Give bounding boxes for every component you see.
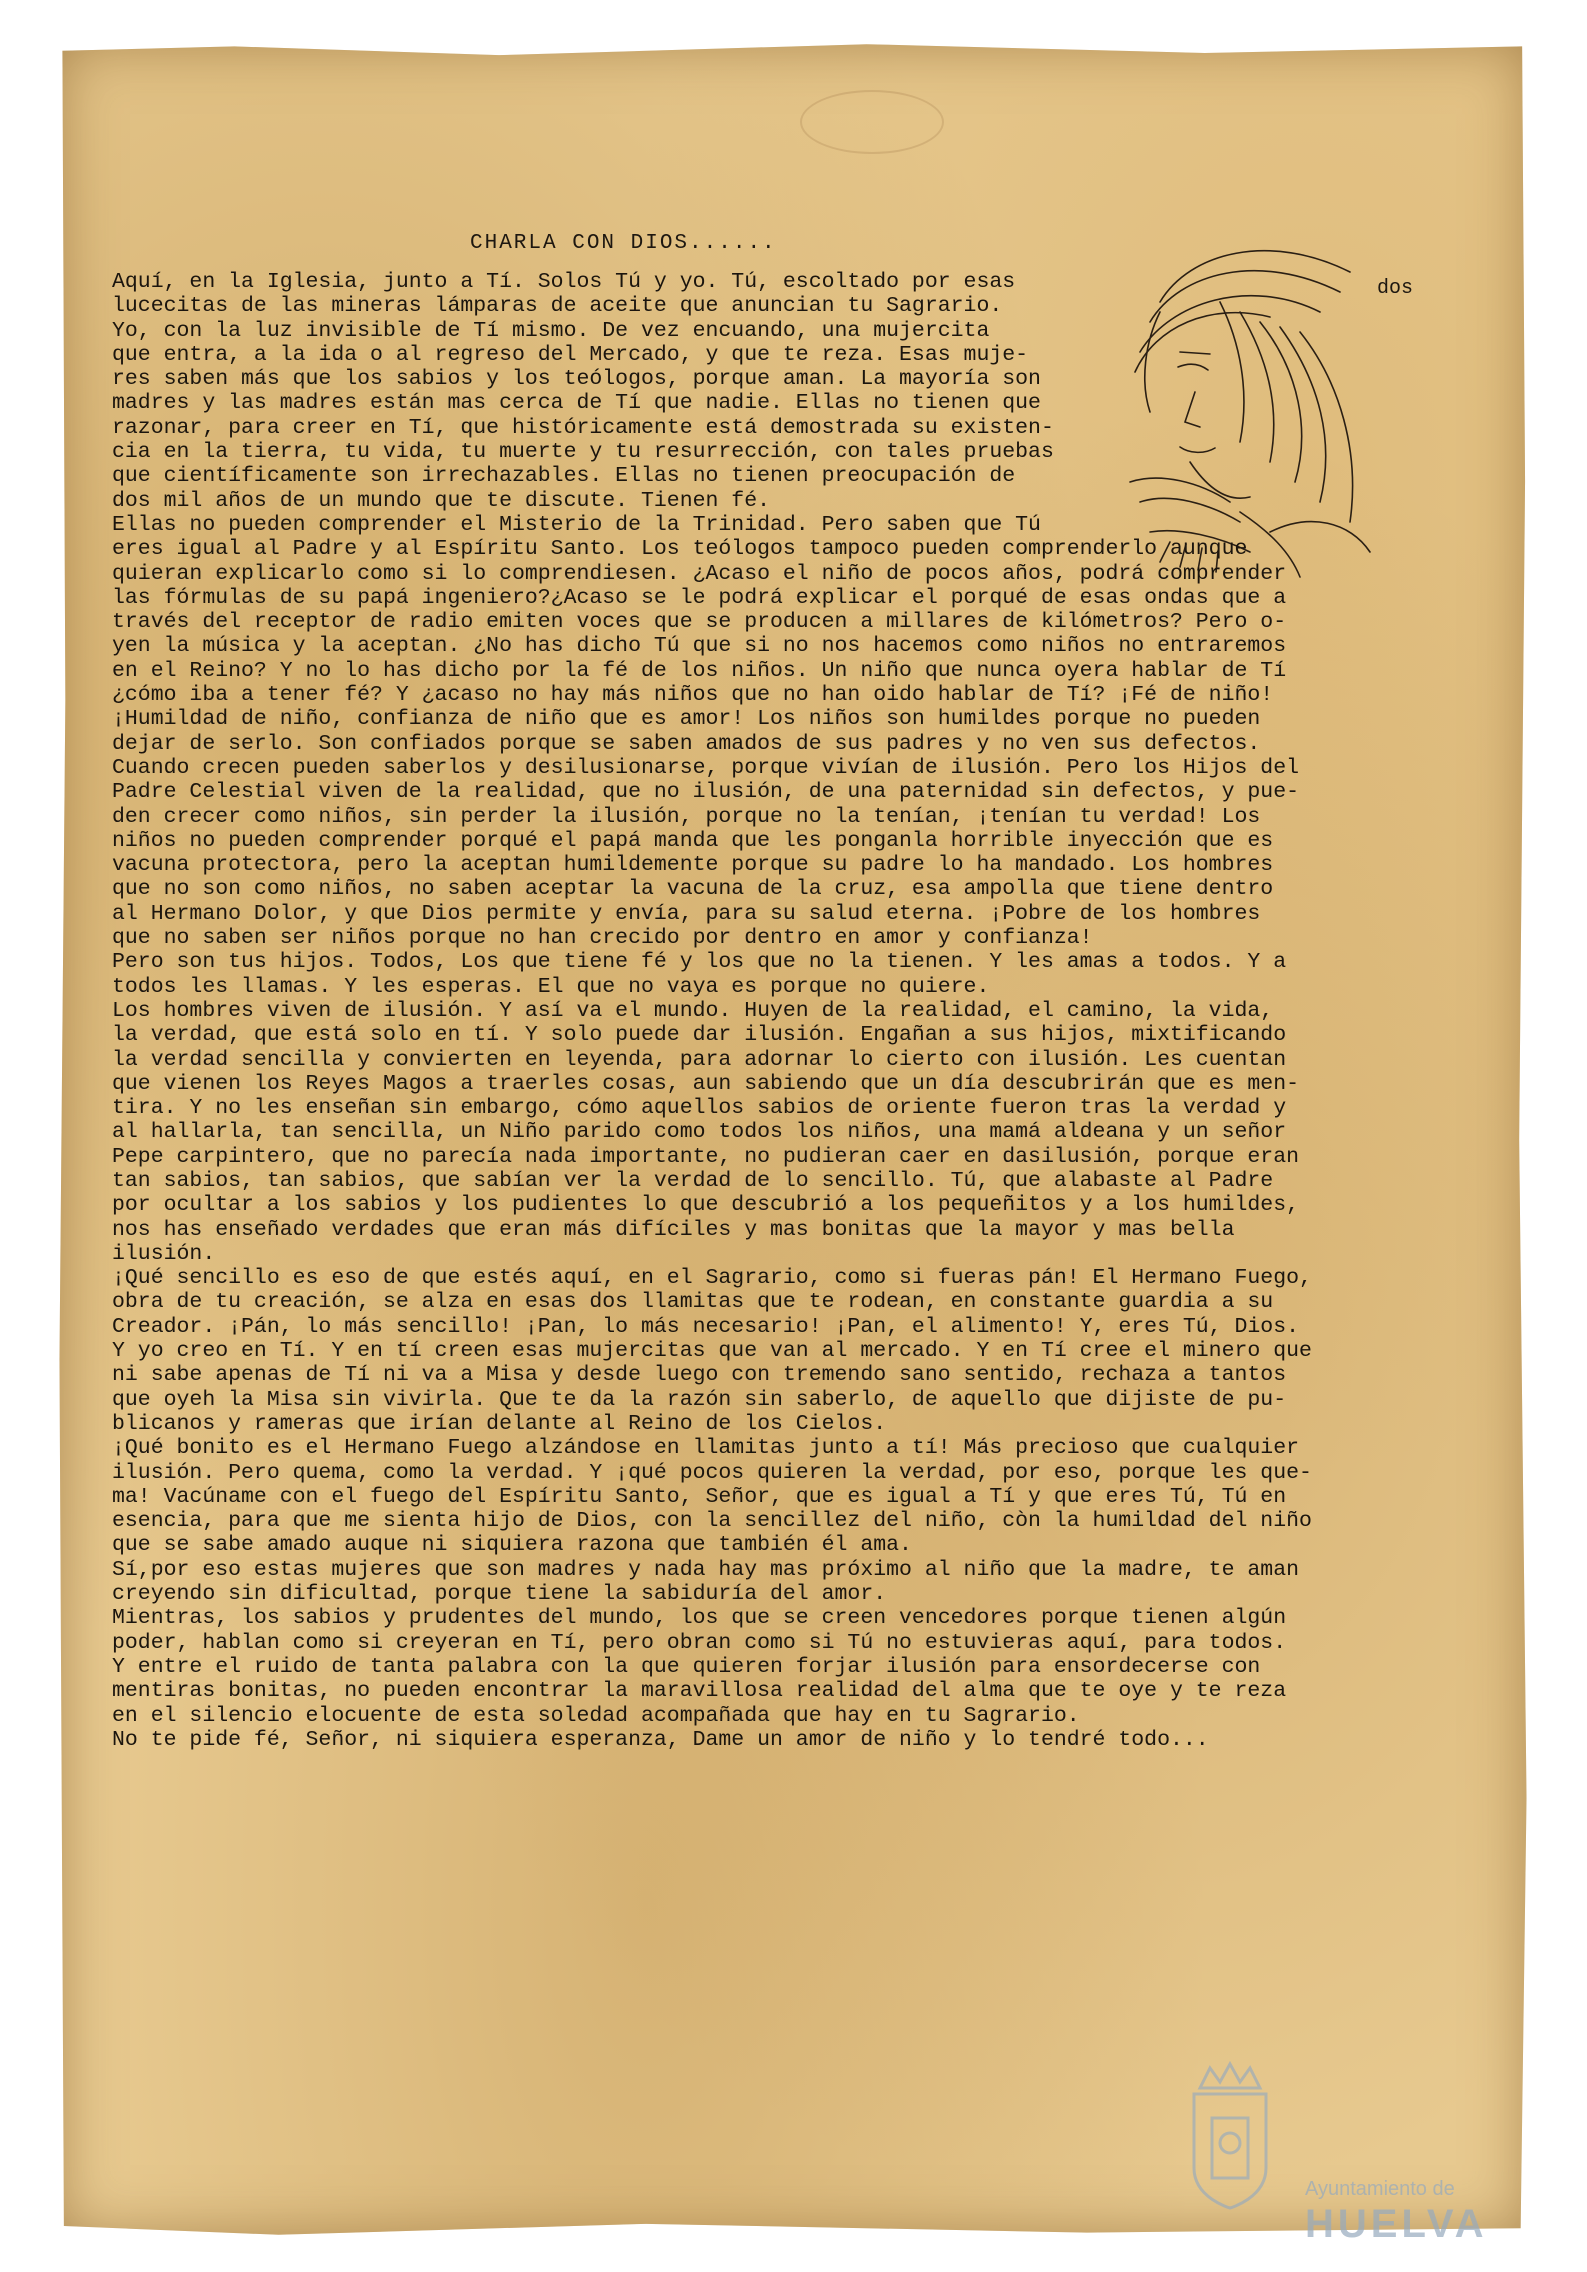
text-line: tan sabios, tan sabios, que sabían ver la verdad de lo sencillo. Tú, que alabaste al Padre [112,1168,1274,1193]
text-line: Mientras, los sabios y prudentes del mundo, los que se creen vencedores porque tienen algún [112,1606,1287,1631]
text-line: en el Reino? Y no lo has dicho por la fé de los niños. Un niño que nunca oyera hablar de Tí [112,658,1287,683]
text-line: al Hermano Dolor, y que Dios permite y envía, para su salud eterna. ¡Pobre de los hombres [112,901,1261,926]
text-line: la verdad, que está solo en tí. Y solo puede dar ilusión. Engañan a sus hijos, mixtificando [112,1023,1287,1048]
paper-stain [800,90,944,154]
text-line: Creador. ¡Pán, lo más sencillo! ¡Pan, lo más necesario! ¡Pan, el alimento! Y, eres Tú, Dios. [112,1314,1299,1339]
text-line: que entra, a la ida o al regreso del Mercado, y que te reza. Esas muje- [112,342,1029,367]
text-line: Aquí, en la Iglesia, junto a Tí. Solos Tú y yo. Tú, escoltado por esas [112,270,1016,294]
text-line: Pepe carpintero, que no parecía nada importante, no pudieran caer en dasilusión, porque eran [112,1144,1299,1169]
text-line: Pero son tus hijos. Todos, Los que tiene fé y los que no la tienen. Y les amas a todos. Y a [112,950,1287,975]
text-line: Cuando crecen pueden saberlos y desilusionarse, porque vivían de ilusión. Pero los Hijos del [112,755,1299,780]
text-line: Yo, con la luz invisible de Tí mismo. De vez encuando, una mujercita [112,318,990,343]
text-line: den crecer como niños, sin perder la ilusión, porque no la tenían, ¡tenían tu verdad! Los [112,804,1261,829]
text-line: razonar, para creer en Tí, que históricamente está demostrada su existen- [112,415,1054,440]
text-line: ilusión. Pero quema, como la verdad. Y ¡qué pocos quieren la verdad, por eso, porque les que- [112,1460,1312,1485]
text-line: Sí,por eso estas mujeres que son madres y nada hay mas próximo al niño que la madre, te aman [112,1557,1299,1582]
text-line: tira. Y no les enseñan sin embargo, cómo aquellos sabios de oriente fueron tras la verdad y [112,1096,1287,1121]
letter-body [112,270,1452,1752]
text-line: la verdad sencilla y convierten en leyenda, para adornar lo cierto con ilusión. Les cuentan [112,1047,1287,1072]
text-line: res saben más que los sabios y los teólogos, porque aman. La mayoría son [112,367,1041,392]
text-line: que no son como niños, no saben aceptar la vacuna de la cruz, esa ampolla que tiene dentro [112,877,1274,902]
text-line: en el silencio elocuente de esta soledad acompañada que hay en tu Sagrario. [112,1703,1080,1728]
text-line: ni sabe apenas de Tí ni va a Misa y desde luego con tremendo sano sentido, rechaza a tantos [112,1363,1287,1388]
text-line: al hallarla, tan sencilla, un Niño parido como todos los niños, una mamá aldeana y un señor [112,1120,1287,1145]
text-line: que vienen los Reyes Magos a traerles cosas, aun sabiendo que un día descubrirán que es men- [112,1071,1299,1096]
text-line: mentiras bonitas, no pueden encontrar la maravillosa realidad del alma que te oye y te reza [112,1679,1287,1704]
text-line: eres igual al Padre y al Espíritu Santo. Los teólogos tampoco pueden comprenderlo aunque [112,537,1248,562]
text-line: ¡Qué bonito es el Hermano Fuego alzándose en llamitas junto a tí! Más precioso que cualquier [112,1436,1299,1461]
text-line: que científicamente son irrechazables. Ellas no tienen preocupación de [112,464,1016,489]
text-line: ma! Vacúname con el fuego del Espíritu Santo, Señor, que es igual a Tí y que eres Tú, Tú en [112,1484,1287,1509]
text-line: través del receptor de radio emiten voces que se producen a millares de kilómetros? Pero o- [112,610,1287,635]
text-line: ilusión. [112,1241,216,1266]
text-line: Y yo creo en Tí. Y en tí creen esas mujercitas que van al mercado. Y en Tí cree el minero que [112,1339,1312,1364]
text-line: lucecitas de las mineras lámparas de aceite que anuncian tu Sagrario. [112,294,1003,319]
text-line: quieran explicarlo como si lo comprendiesen. ¿Acaso el niño de pocos años, podrá comprender [112,561,1287,586]
text-line: Ellas no pueden comprender el Misterio de la Trinidad. Pero saben que Tú [112,512,1041,537]
text-line: vacuna protectora, pero la aceptan humildemente porque su padre lo ha mandado. Los hombres [112,853,1274,878]
text-line: todos les llamas. Y les esperas. El que no vaya es porque no quiere. [112,974,990,999]
text-line: Los hombres viven de ilusión. Y así va el mundo. Huyen de la realidad, el camino, la vida, [112,998,1274,1023]
text-line: esencia, para que me sienta hijo de Dios, con la sencillez del niño, còn la humildad del niño [112,1509,1312,1534]
text-line: nos has enseñado verdades que eran más difíciles y mas bonitas que la mayor y mas bella [112,1217,1235,1242]
watermark-line-2: HUELVA [1305,2202,1488,2246]
text-line: dejar de serlo. Son confiados porque se saben amados de sus padres y no ven sus defectos. [112,731,1261,756]
text-line: dos mil años de un mundo que te discute. Tienen fé. [112,488,771,513]
watermark-line-1: Ayuntamiento de [1305,2178,1455,2200]
text-line: No te pide fé, Señor, ni siquiera esperanza, Dame un amor de niño y lo tendré todo... [112,1727,1209,1752]
text-line: ¿cómo iba a tener fé? Y ¿acaso no hay más niños que no han oido hablar de Tí? ¡Fé de niño! [112,683,1274,708]
text-line: niños no pueden comprender porqué el papá manda que les ponganla horrible inyección que es [112,828,1274,853]
text-line: que no saben ser niños porque no han crecido por dentro en amor y confianza! [112,926,1093,951]
text-line: poder, hablan como si creyeran en Tí, pero obran como si Tú no estuvieras aquí, para todos. [112,1630,1287,1655]
text-line: blicanos y rameras que irían delante al Reino de los Cielos. [112,1411,887,1436]
text-line: creyendo sin dificultad, porque tiene la sabiduría del amor. [112,1582,887,1607]
text-line: Padre Celestial viven de la realidad, que no ilusión, de una paternidad sin defectos, y pue- [112,780,1299,805]
text-line: obra de tu creación, se alza en esas dos llamitas que te rodean, en constante guardia a su [112,1290,1274,1315]
text-line: madres y las madres están mas cerca de Tí que nadie. Ellas no tienen que [112,391,1041,416]
text-line: Y entre el ruido de tanta palabra con la que quieren forjar ilusión para ensordecerse con [112,1654,1261,1679]
text-line: que oyeh la Misa sin vivirla. Que te da la razón sin saberlo, de aquello que dijiste de pu- [112,1387,1287,1412]
text-line: cia en la tierra, tu vida, tu muerte y tu resurrección, con tales pruebas [112,440,1054,465]
text-line: ¡Humildad de niño, confianza de niño que es amor! Los niños son humildes porque no pueden [112,707,1261,732]
text-line: que se sabe amado auque ni siquiera razona que también él ama. [112,1533,912,1558]
document-title: CHARLA CON DIOS...... [470,232,777,255]
margin-word: dos [1377,277,1414,300]
text-line: ¡Qué sencillo es eso de que estés aquí, en el Sagrario, como si fueras pán! El Hermano Fuego, [112,1266,1312,1291]
text-line: por ocultar a los sabios y los pudientes lo que descubrió a los pequeñitos y a los humildes, [112,1193,1299,1218]
text-line: yen la música y la aceptan. ¿No has dicho Tú que si no nos hacemos como niños no entraremos [112,634,1287,659]
text-line: las fórmulas de su papá ingeniero?¿Acaso se le podrá explicar el porqué de esas ondas que a [112,585,1287,610]
